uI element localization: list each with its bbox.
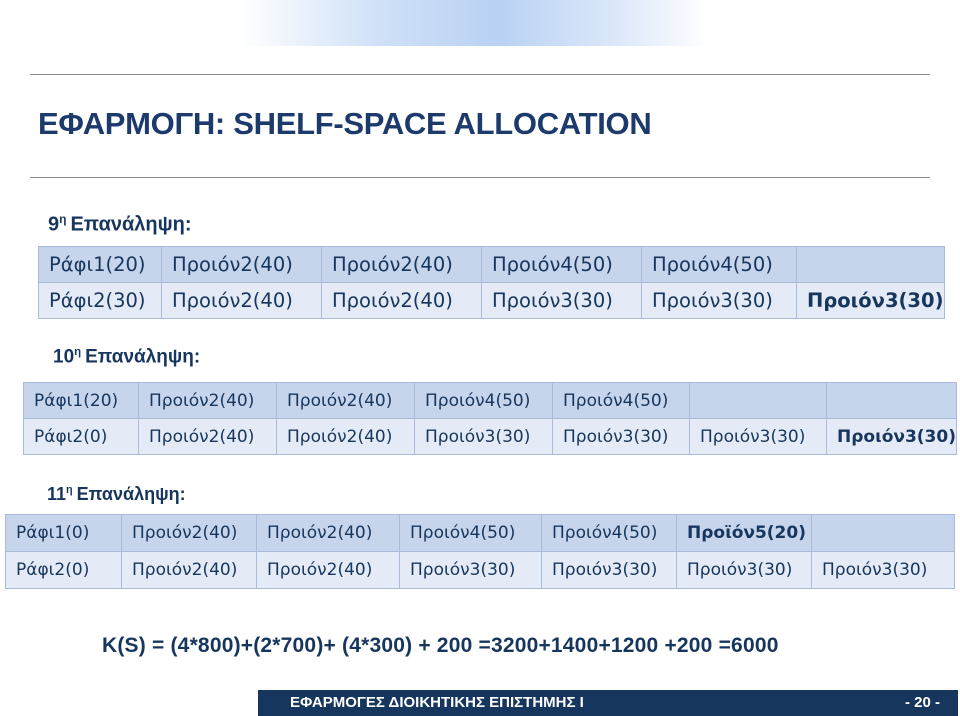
table-cell: Προιόν4(50) bbox=[553, 383, 690, 419]
table-cell: Προιόν2(40) bbox=[122, 515, 257, 552]
table-cell: Προιόν3(30) bbox=[542, 552, 677, 589]
table-cell: Προιόν2(40) bbox=[277, 419, 415, 455]
header-gradient-bar bbox=[240, 0, 710, 46]
table-cell: Ράφι1(0) bbox=[6, 515, 122, 552]
iteration-10-heading bbox=[53, 346, 200, 368]
table-cell: Προιόν2(40) bbox=[277, 383, 415, 419]
table-cell: Προιόν2(40) bbox=[139, 383, 277, 419]
table-cell: Ράφι2(0) bbox=[24, 419, 139, 455]
table-cell: Προιόν2(40) bbox=[122, 552, 257, 589]
table-cell-new: Προϊόν5(20) bbox=[677, 515, 812, 552]
table-cell: Ράφι2(0) bbox=[6, 552, 122, 589]
table-cell: Ράφι2(30) bbox=[39, 283, 162, 319]
table-cell: Προιόν3(30) bbox=[642, 283, 797, 319]
table-cell: Προιόν2(40) bbox=[322, 247, 482, 283]
table-cell: Προιόν4(50) bbox=[642, 247, 797, 283]
table-cell: Προιόν2(40) bbox=[162, 283, 322, 319]
cost-formula: K(S) = (4*800)+(2*700)+ (4*300) + 200 =3200+1400+1200 +200 =6000 bbox=[102, 634, 779, 657]
iteration-10-table bbox=[23, 382, 957, 455]
table-cell: Προιόν3(30) bbox=[812, 552, 955, 589]
table-row bbox=[39, 247, 945, 283]
table-cell: Προιόν2(40) bbox=[162, 247, 322, 283]
table-cell-new: Προιόν3(30) bbox=[827, 419, 957, 455]
table-cell: Προιόν4(50) bbox=[400, 515, 542, 552]
table-cell: Προιόν2(40) bbox=[322, 283, 482, 319]
table-row bbox=[6, 515, 955, 552]
ordinal-suffix: η bbox=[66, 484, 73, 496]
table-row bbox=[6, 552, 955, 589]
page-number: - 20 - bbox=[904, 694, 940, 711]
iteration-number: 10 bbox=[53, 346, 75, 368]
table-cell: Ράφι1(20) bbox=[24, 383, 139, 419]
table-cell: Προιόν4(50) bbox=[482, 247, 642, 283]
table-cell bbox=[690, 383, 827, 419]
table-row bbox=[39, 283, 945, 319]
iteration-number: 11 bbox=[47, 484, 67, 504]
table-cell: Προιόν3(30) bbox=[415, 419, 553, 455]
table-cell: Προιόν2(40) bbox=[257, 515, 400, 552]
table-cell: Προιόν4(50) bbox=[415, 383, 553, 419]
table-row bbox=[24, 383, 957, 419]
table-cell bbox=[827, 383, 957, 419]
table-cell bbox=[812, 515, 955, 552]
table-cell: Προιόν3(30) bbox=[690, 419, 827, 455]
table-cell: Προιόν2(40) bbox=[257, 552, 400, 589]
iteration-label: Επανάληψη: bbox=[70, 213, 192, 236]
footer-title: ΕΦΑΡΜΟΓΕΣ ΔΙΟΙΚΗΤΙΚΗΣ ΕΠΙΣΤΗΜΗΣ Ι bbox=[290, 694, 584, 711]
iteration-11-table bbox=[5, 514, 955, 589]
table-cell bbox=[797, 247, 945, 283]
title-divider bbox=[30, 177, 930, 178]
ordinal-suffix: η bbox=[74, 346, 82, 358]
ordinal-suffix: η bbox=[59, 212, 67, 226]
table-cell: Προιόν3(30) bbox=[482, 283, 642, 319]
iteration-9-heading bbox=[48, 212, 192, 237]
table-cell-new: Προιόν3(30) bbox=[797, 283, 945, 319]
table-row bbox=[24, 419, 957, 455]
slide-title: ΕΦΑΡΜΟΓΗ: SHELF-SPACE ALLOCATION bbox=[38, 106, 652, 141]
table-cell: Προιόν3(30) bbox=[400, 552, 542, 589]
table-cell: Προιόν2(40) bbox=[139, 419, 277, 455]
top-divider bbox=[30, 74, 930, 75]
table-cell: Ράφι1(20) bbox=[39, 247, 162, 283]
iteration-label: Επανάληψη: bbox=[85, 346, 201, 368]
iteration-9-table bbox=[38, 246, 945, 319]
iteration-11-heading bbox=[47, 484, 186, 505]
table-cell: Προιόν3(30) bbox=[553, 419, 690, 455]
iteration-label: Επανάληψη: bbox=[76, 484, 186, 504]
iteration-number: 9 bbox=[48, 213, 60, 236]
table-cell: Προιόν4(50) bbox=[542, 515, 677, 552]
table-cell: Προιόν3(30) bbox=[677, 552, 812, 589]
